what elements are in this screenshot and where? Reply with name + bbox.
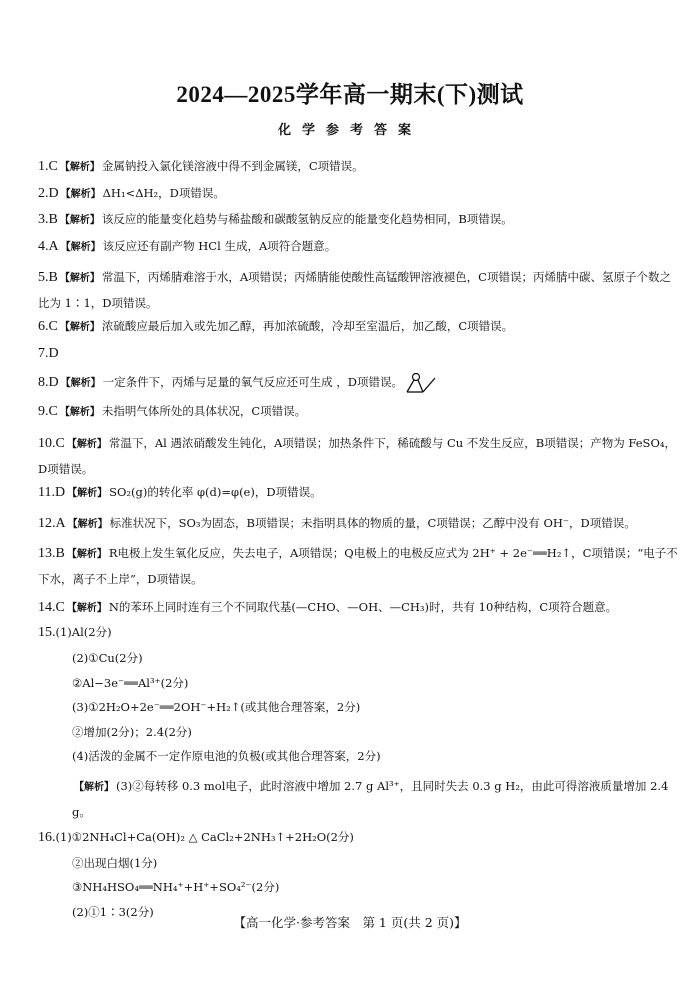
answer-item: 5.B 【解析】 常温下，丙烯腈难溶于水，A项错误；丙烯腈能使酸性高锰酸钾溶液褪色，C项错误；丙烯腈中碳、氢原子个数之比为 1∶1，D项错误。 [38, 270, 671, 311]
answer-item: 13.B 【解析】 R电极上发生氧化反应，失去电子，A项错误；Q电极上的电极反应式为 2H⁺ + 2e⁻══H₂↑，C项错误；“电子不下水，离子不上岸”，D项错误。 [38, 546, 678, 587]
page-footer: 【高一化学·参考答案 第 1 页(共 2 页)】 [233, 915, 467, 930]
answer-item: 2.D 【解析】 ΔH₁<ΔH₂，D项错误。 [38, 185, 225, 201]
epoxide-structure-icon [403, 372, 439, 394]
answer-item: 4.A 【解析】 该反应还有副产物 HCl 生成，A项符合题意。 [38, 238, 337, 254]
document-title: 2024—2025学年高一期末(下)测试 [176, 82, 524, 107]
answer-item: 7.D [38, 345, 59, 361]
answer-item: 11.D 【解析】 SO₂(g)的转化率 φ(d)=φ(e)，D项错误。 [38, 484, 322, 500]
question-16: 16.(1)①2NH₄Cl+Ca(OH)₂ △ CaCl₂+2NH₃↑+2H₂O(2分) ②出现白烟(1分) ③NH₄HSO₄══NH₄⁺+H⁺+SO₄²⁻(2分) (2)①1∶3(2分) [38, 829, 354, 919]
answer-list [38, 159, 678, 929]
analysis-note: 【解析】 (3)②每转移 0.3 mol电子，此时溶液中增加 2.7 g Al³⁺，且同时失去 0.3 g H₂，由此可得溶液质量增加 2.4 g。 [72, 778, 669, 819]
document-subtitle: 化学参考答案 [277, 123, 422, 138]
answer-item: 8.D 【解析】 一定条件下，丙烯与足量的氧气反应还可生成 ，D项错误。 [38, 372, 678, 394]
answer-item: 6.C 【解析】 浓硫酸应最后加入或先加乙醇，再加浓硫酸，冷却至室温后，加乙酸，C项错误。 [38, 319, 514, 335]
answer-item: 10.C 【解析】 常温下，Al 遇浓硝酸发生钝化，A项错误；加热条件下，稀硫酸与 Cu 不发生反应，B项错误；产物为 FeSO₄，D项错误。 [38, 435, 676, 476]
answer-item: 1.C 【解析】 金属钠投入氯化镁溶液中得不到金属镁，C项错误。 [38, 159, 364, 174]
answer-item: 3.B 【解析】 该反应的能量变化趋势与稀盐酸和碳酸氢钠反应的能量变化趋势相同，B项错误。 [38, 212, 513, 228]
answer-item: 12.A 【解析】 标准状况下，SO₃为固态，B项错误；未指明具体的物质的量，C项错误；乙醇中没有 OH⁻，D项错误。 [38, 516, 636, 532]
answer-item: 9.C 【解析】 未指明气体所处的具体状况，C项错误。 [38, 404, 307, 420]
question-15: 15.(1)Al(2分) (2)①Cu(2分) ②Al−3e⁻══Al³⁺(2分) (3)①2H₂O+2e⁻══2OH⁻+H₂↑(或其他合理答案，2分) ②增加(2分)；2.4(2分) (4)活泼的金属不一定作原电池的负极(或其他合理答案，2分) 【解析】 (3)②每转移 0.3 mol电子，此时溶液中增加 2.7 g Al³⁺，且同时失去 0.3 g H₂，由此可得溶液质量增加 2.4 g。 [38, 625, 678, 824]
answer-item: 14.C 【解析】 N的苯环上同时连有三个不同取代基(—CHO、—OH、—CH₃)时，共有 10种结构，C项符合题意。 [38, 600, 618, 616]
